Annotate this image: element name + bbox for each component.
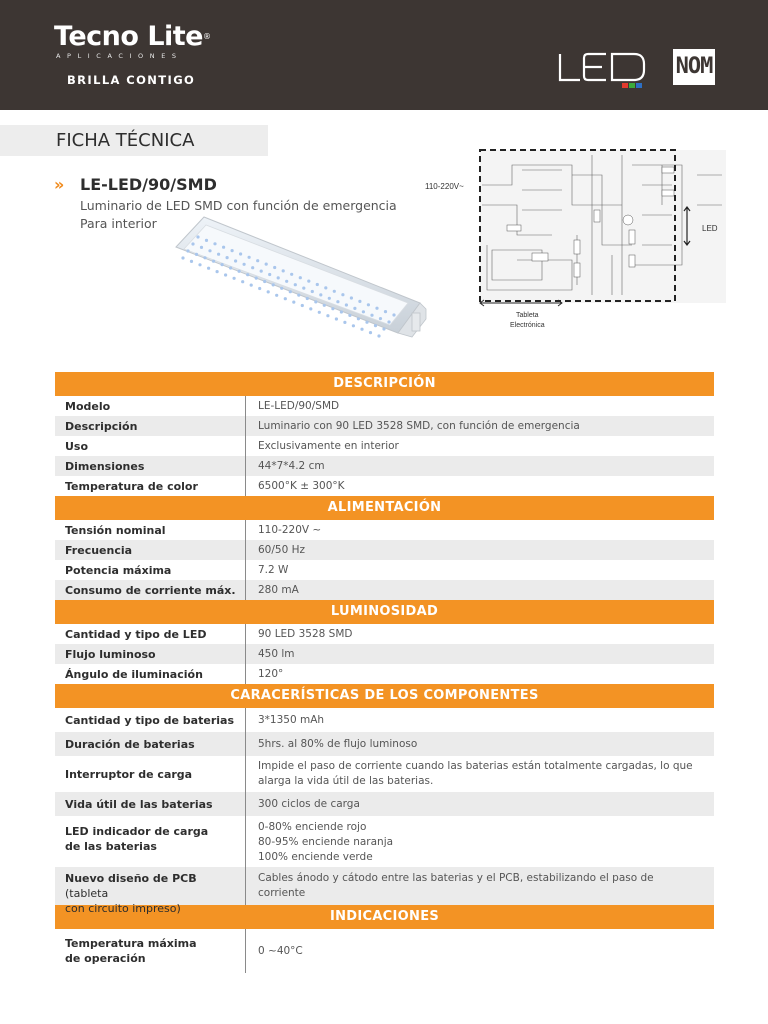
- row-value: 90 LED 3528 SMD: [258, 627, 353, 640]
- brand-logo: [54, 22, 211, 60]
- row-label: Flujo luminoso: [55, 644, 246, 664]
- row-value: 110-220V ~: [258, 523, 322, 536]
- row-value: Luminario con 90 LED 3528 SMD, con función de emergencia: [258, 419, 580, 432]
- row-value: 60/50 Hz: [258, 543, 306, 556]
- row-label-line2: de las baterias: [65, 840, 157, 853]
- product-model: LE-LED/90/SMD: [80, 175, 217, 194]
- table-row: [55, 792, 714, 816]
- led-label: LED: [702, 224, 718, 233]
- voltage-label: 110-220V~: [425, 182, 464, 191]
- row-label: Potencia máxima: [55, 560, 246, 580]
- row-label: Ángulo de iluminación: [55, 664, 246, 684]
- table-row: [55, 624, 714, 644]
- row-value-line1: 0-80% enciende rojo: [258, 821, 367, 833]
- row-value-line2: 80-95% enciende naranja: [258, 836, 394, 848]
- row-label: Descripción: [55, 416, 246, 436]
- row-label: Cantidad y tipo de baterias: [55, 708, 246, 732]
- row-value: LE-LED/90/SMD: [258, 399, 340, 412]
- table-row: [55, 867, 714, 915]
- chevron-right-icon: »: [54, 175, 65, 194]
- row-value: 7.2 W: [258, 563, 289, 576]
- section-header-luminosidad: LUMINOSIDAD: [55, 600, 714, 624]
- row-value: Impide el paso de corriente cuando las baterias están totalmente cargadas, lo que alarga la vida útil de las baterias.: [258, 760, 693, 787]
- row-label: [55, 867, 246, 915]
- row-label: Modelo: [55, 396, 246, 416]
- row-value: Exclusivamente en interior: [258, 439, 399, 452]
- brand-subtitle: APLICACIONES: [56, 52, 183, 60]
- table-row: [55, 732, 714, 756]
- section-header-indicaciones: INDICACIONES: [55, 905, 714, 929]
- spec-table: [55, 372, 714, 973]
- row-label: Frecuencia: [55, 540, 246, 560]
- table-row: [55, 644, 714, 664]
- board-label-line2: Electrónica: [510, 322, 545, 329]
- row-value: 300 ciclos de carga: [258, 797, 360, 810]
- header-bar: [0, 0, 768, 110]
- table-row: [55, 708, 714, 732]
- nom-logo: NOM: [673, 49, 715, 85]
- row-value: [246, 816, 714, 867]
- product-image: [168, 215, 430, 345]
- row-label: Tensión nominal: [55, 520, 246, 540]
- row-value: Cables ánodo y cátodo entre las baterias y el PCB, estabilizando el paso de corriente: [258, 872, 654, 899]
- brand-reg-mark: ®: [203, 32, 211, 41]
- table-row: [55, 520, 714, 540]
- section-header-alimentacion: ALIMENTACIÓN: [55, 496, 714, 520]
- table-row: [55, 476, 714, 496]
- table-row: [55, 816, 714, 867]
- product-usage: Para interior: [80, 216, 157, 231]
- row-value: 44*7*4.2 cm: [258, 459, 325, 472]
- table-row: [55, 580, 714, 600]
- table-row: [55, 436, 714, 456]
- row-value-line3: 100% enciende verde: [258, 851, 373, 863]
- row-label: Vida útil de las baterias: [55, 792, 246, 816]
- brand-name: Tecno Lite: [54, 21, 203, 52]
- row-label: [55, 816, 246, 867]
- row-label: Consumo de corriente máx.: [55, 580, 246, 600]
- table-row: [55, 756, 714, 792]
- section-header-descripcion: DESCRIPCIÓN: [55, 372, 714, 396]
- circuit-diagram: [422, 145, 726, 335]
- row-label-line1: LED indicador de carga: [65, 825, 209, 838]
- row-value: 280 mA: [258, 583, 299, 596]
- row-label-light: (tableta: [65, 887, 109, 900]
- table-row: [55, 396, 714, 416]
- row-label-line2: de operación: [65, 952, 146, 965]
- row-value: 3*1350 mAh: [258, 713, 325, 726]
- row-label-bold: Nuevo diseño de PCB: [65, 872, 197, 885]
- row-value: 6500°K ± 300°K: [258, 479, 345, 492]
- row-value: 120°: [258, 667, 284, 680]
- table-row: [55, 540, 714, 560]
- row-label: Dimensiones: [55, 456, 246, 476]
- product-description: Luminario de LED SMD con función de emergencia: [80, 198, 397, 213]
- row-value: 450 lm: [258, 647, 295, 660]
- board-label-line1: Tableta: [516, 312, 539, 319]
- table-row: [55, 560, 714, 580]
- section-header-componentes: CARACERÍSTICAS DE LOS COMPONENTES: [55, 684, 714, 708]
- table-row: [55, 929, 714, 973]
- row-label: [55, 929, 246, 973]
- table-row: [55, 664, 714, 684]
- row-label: Interruptor de carga: [55, 756, 246, 792]
- led-logo-icon: [556, 50, 650, 90]
- page-title: FICHA TÉCNICA: [56, 130, 195, 151]
- row-label: Cantidad y tipo de LED: [55, 624, 246, 644]
- row-label: Temperatura de color: [55, 476, 246, 496]
- row-label: Duración de baterias: [55, 732, 246, 756]
- row-value: 0 ~40°C: [258, 944, 303, 957]
- row-label: Uso: [55, 436, 246, 456]
- table-row: [55, 456, 714, 476]
- row-label-line2: con circuito impreso): [65, 902, 181, 915]
- table-row: [55, 416, 714, 436]
- row-value: 5hrs. al 80% de flujo luminoso: [258, 737, 418, 750]
- row-label-line1: Temperatura máxima: [65, 937, 197, 950]
- brand-tagline: BRILLA CONTIGO: [67, 73, 196, 87]
